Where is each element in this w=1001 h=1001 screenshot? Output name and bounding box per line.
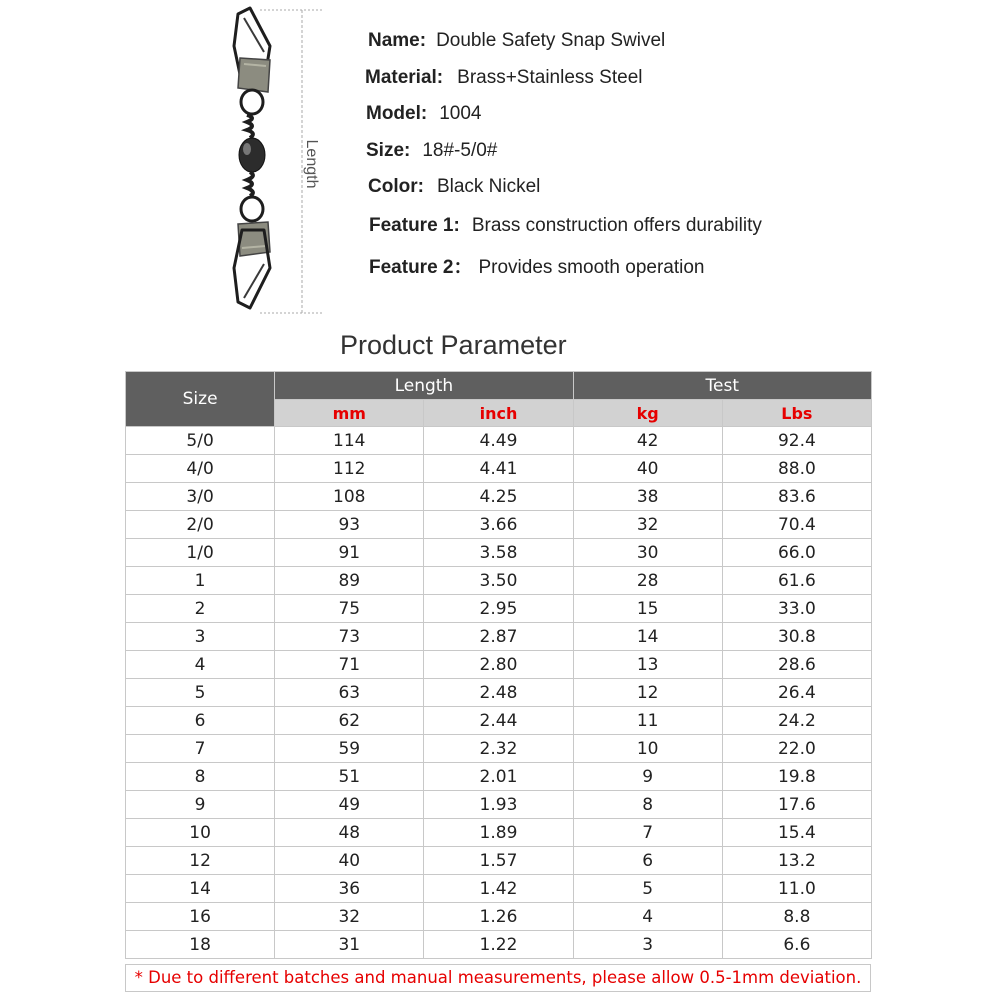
cell-lbs: 26.4	[722, 679, 871, 707]
cell-kg: 9	[573, 763, 722, 791]
table-body	[126, 427, 872, 959]
cell-size: 4	[126, 651, 275, 679]
cell-inch: 3.58	[424, 539, 573, 567]
cell-size: 12	[126, 847, 275, 875]
cell-mm: 59	[275, 735, 424, 763]
cell-size: 3/0	[126, 483, 275, 511]
cell-inch: 4.49	[424, 427, 573, 455]
cell-inch: 2.48	[424, 679, 573, 707]
cell-kg: 42	[573, 427, 722, 455]
cell-size: 10	[126, 819, 275, 847]
cell-size: 7	[126, 735, 275, 763]
table-row	[126, 875, 872, 903]
cell-mm: 32	[275, 903, 424, 931]
spec-feature-1	[369, 215, 762, 237]
cell-kg: 15	[573, 595, 722, 623]
cell-mm: 49	[275, 791, 424, 819]
cell-size: 2/0	[126, 511, 275, 539]
spec-model	[366, 103, 482, 125]
cell-lbs: 6.6	[722, 931, 871, 959]
spec-color-label: Color:	[368, 176, 424, 197]
cell-kg: 11	[573, 707, 722, 735]
cell-mm: 71	[275, 651, 424, 679]
table-row	[126, 595, 872, 623]
cell-mm: 40	[275, 847, 424, 875]
spec-material-value: Brass+Stainless Steel	[457, 67, 643, 88]
cell-mm: 114	[275, 427, 424, 455]
spec-color	[368, 176, 540, 198]
cell-kg: 32	[573, 511, 722, 539]
cell-inch: 2.32	[424, 735, 573, 763]
cell-kg: 14	[573, 623, 722, 651]
table-row	[126, 567, 872, 595]
cell-lbs: 33.0	[722, 595, 871, 623]
cell-inch: 3.66	[424, 511, 573, 539]
cell-size: 2	[126, 595, 275, 623]
cell-mm: 31	[275, 931, 424, 959]
table-row	[126, 539, 872, 567]
table-row	[126, 623, 872, 651]
cell-kg: 30	[573, 539, 722, 567]
header-mm: mm	[275, 400, 424, 427]
cell-mm: 108	[275, 483, 424, 511]
cell-inch: 2.80	[424, 651, 573, 679]
table-row	[126, 679, 872, 707]
cell-mm: 73	[275, 623, 424, 651]
top-ring	[241, 90, 263, 114]
cell-inch: 1.26	[424, 903, 573, 931]
cell-lbs: 61.6	[722, 567, 871, 595]
cell-mm: 75	[275, 595, 424, 623]
cell-mm: 93	[275, 511, 424, 539]
table-row	[126, 903, 872, 931]
spec-material	[365, 67, 642, 89]
top-coil	[247, 115, 253, 138]
spec-color-value: Black Nickel	[436, 176, 541, 197]
cell-lbs: 30.8	[722, 623, 871, 651]
cell-lbs: 15.4	[722, 819, 871, 847]
cell-mm: 91	[275, 539, 424, 567]
cell-inch: 4.41	[424, 455, 573, 483]
length-label: Length	[303, 139, 320, 189]
cell-lbs: 70.4	[722, 511, 871, 539]
cell-mm: 36	[275, 875, 424, 903]
cell-lbs: 88.0	[722, 455, 871, 483]
cell-inch: 2.44	[424, 707, 573, 735]
top-snap-clip	[238, 58, 270, 92]
spec-name-label: Name:	[368, 30, 427, 51]
cell-size: 16	[126, 903, 275, 931]
cell-inch: 4.25	[424, 483, 573, 511]
table-row	[126, 847, 872, 875]
table-row	[126, 763, 872, 791]
header-test: Test	[573, 372, 871, 400]
cell-size: 3	[126, 623, 275, 651]
cell-kg: 4	[573, 903, 722, 931]
cell-mm: 89	[275, 567, 424, 595]
table-row	[126, 455, 872, 483]
cell-lbs: 22.0	[722, 735, 871, 763]
spec-model-value: 1004	[439, 103, 482, 124]
table-row	[126, 735, 872, 763]
cell-size: 8	[126, 763, 275, 791]
cell-kg: 40	[573, 455, 722, 483]
cell-kg: 13	[573, 651, 722, 679]
cell-size: 14	[126, 875, 275, 903]
cell-kg: 12	[573, 679, 722, 707]
spec-feature-2-value: Provides smooth operation	[478, 257, 705, 278]
spec-name-value: Double Safety Snap Swivel	[436, 30, 666, 51]
deviation-note: * Due to different batches and manual measurements, please allow 0.5-1mm deviation.	[125, 964, 871, 992]
cell-inch: 2.95	[424, 595, 573, 623]
cell-size: 5/0	[126, 427, 275, 455]
cell-kg: 8	[573, 791, 722, 819]
spec-name	[368, 30, 665, 52]
header-kg: kg	[573, 400, 722, 427]
cell-inch: 1.93	[424, 791, 573, 819]
cell-size: 1/0	[126, 539, 275, 567]
cell-mm: 112	[275, 455, 424, 483]
parameter-table	[125, 371, 872, 959]
table-row	[126, 707, 872, 735]
table-row	[126, 791, 872, 819]
table-row	[126, 819, 872, 847]
cell-mm: 48	[275, 819, 424, 847]
cell-kg: 38	[573, 483, 722, 511]
cell-inch: 2.01	[424, 763, 573, 791]
spec-size-value: 18#-5/0#	[422, 140, 498, 161]
cell-lbs: 11.0	[722, 875, 871, 903]
cell-size: 6	[126, 707, 275, 735]
cell-inch: 1.89	[424, 819, 573, 847]
cell-mm: 63	[275, 679, 424, 707]
spec-model-label: Model:	[366, 103, 428, 124]
cell-kg: 10	[573, 735, 722, 763]
cell-inch: 3.50	[424, 567, 573, 595]
cell-size: 5	[126, 679, 275, 707]
header-length: Length	[275, 372, 573, 400]
header-size: Size	[126, 372, 275, 427]
top-snap-inner-wire	[244, 18, 264, 52]
spec-material-label: Material:	[365, 67, 444, 88]
swivel-barrel	[239, 138, 265, 172]
bottom-coil	[247, 172, 253, 196]
cell-kg: 7	[573, 819, 722, 847]
cell-kg: 6	[573, 847, 722, 875]
cell-lbs: 17.6	[722, 791, 871, 819]
table-row	[126, 483, 872, 511]
table-row	[126, 931, 872, 959]
cell-size: 18	[126, 931, 275, 959]
spec-size	[366, 140, 497, 162]
cell-lbs: 92.4	[722, 427, 871, 455]
spec-size-label: Size:	[366, 140, 411, 161]
table-title: Product Parameter	[340, 330, 567, 360]
cell-lbs: 28.6	[722, 651, 871, 679]
cell-kg: 28	[573, 567, 722, 595]
snap-swivel-image	[220, 2, 340, 322]
header-inch: inch	[424, 400, 573, 427]
cell-lbs: 24.2	[722, 707, 871, 735]
table-row	[126, 651, 872, 679]
cell-lbs: 66.0	[722, 539, 871, 567]
bottom-ring	[241, 197, 263, 221]
cell-inch: 1.22	[424, 931, 573, 959]
spec-feature-1-value: Brass construction offers durability	[471, 215, 762, 236]
cell-size: 4/0	[126, 455, 275, 483]
table-row	[126, 427, 872, 455]
spec-feature-2-label: Feature 2：	[369, 257, 473, 278]
cell-size: 9	[126, 791, 275, 819]
table-row	[126, 511, 872, 539]
cell-mm: 51	[275, 763, 424, 791]
cell-kg: 5	[573, 875, 722, 903]
cell-kg: 3	[573, 931, 722, 959]
cell-lbs: 8.8	[722, 903, 871, 931]
cell-inch: 2.87	[424, 623, 573, 651]
cell-size: 1	[126, 567, 275, 595]
cell-lbs: 19.8	[722, 763, 871, 791]
spec-feature-1-label: Feature 1:	[369, 215, 460, 236]
cell-lbs: 13.2	[722, 847, 871, 875]
header-lbs: Lbs	[722, 400, 871, 427]
cell-mm: 62	[275, 707, 424, 735]
spec-feature-2	[369, 252, 705, 279]
cell-inch: 1.57	[424, 847, 573, 875]
bottom-snap-inner-wire	[244, 264, 264, 298]
cell-inch: 1.42	[424, 875, 573, 903]
cell-lbs: 83.6	[722, 483, 871, 511]
